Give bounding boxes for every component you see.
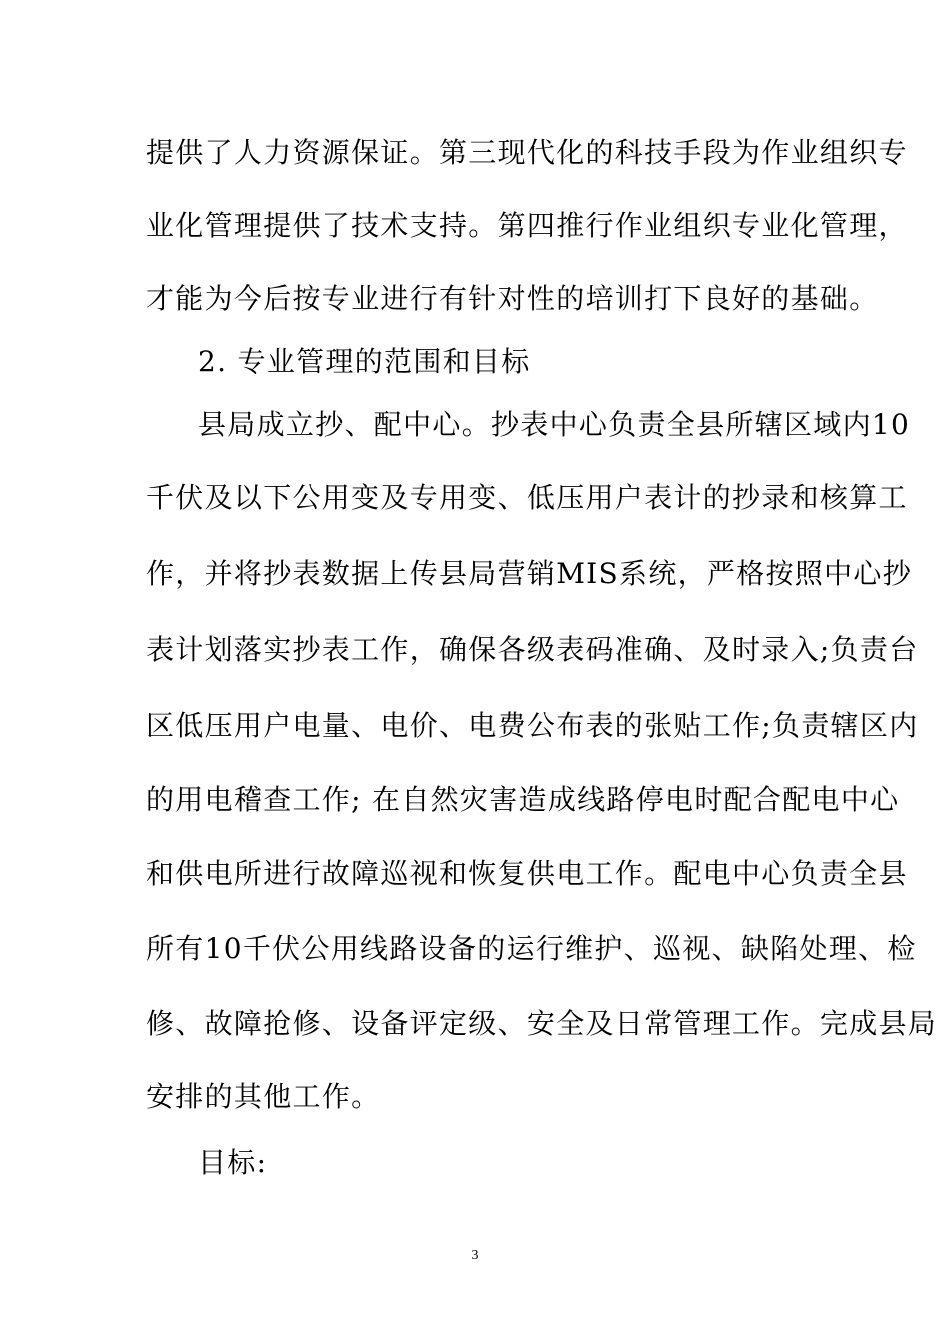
section-heading: 2. 专业管理的范围和目标 xyxy=(198,345,531,378)
paragraph-line: 的用电稽查工作; 在自然灾害造成线路停电时配合配电中心 xyxy=(146,783,900,816)
paragraph-line: 表计划落实抄表工作，确保各级表码准确、及时录入;负责台 xyxy=(146,633,919,666)
paragraph-line: 千伏及以下公用变及专用变、低压用户表计的抄录和核算工 xyxy=(146,481,908,514)
paragraph-line: 修、故障抢修、设备评定级、安全及日常管理工作。完成县局 xyxy=(146,1007,938,1040)
paragraph-line: 县局成立抄、配中心。抄表中心负责全县所辖区域内10 xyxy=(198,408,911,441)
paragraph-line: 和供电所进行故障巡视和恢复供电工作。配电中心负责全县 xyxy=(146,857,908,890)
paragraph-line: 提供了人力资源保证。第三现代化的科技手段为作业组织专 xyxy=(146,136,908,169)
paragraph-line: 才能为今后按专业进行有针对性的培训打下良好的基础。 xyxy=(146,282,879,315)
paragraph-line: 安排的其他工作。 xyxy=(146,1080,381,1113)
paragraph-line: 业化管理提供了技术支持。第四推行作业组织专业化管理， xyxy=(146,209,908,242)
paragraph-line: 作，并将抄表数据上传县局营销MIS系统，严格按照中心抄 xyxy=(146,557,913,590)
section-heading: 目标: xyxy=(198,1146,268,1179)
page-number: 3 xyxy=(471,1248,479,1263)
paragraph-line: 区低压用户电量、电价、电费公布表的张贴工作;负责辖区内 xyxy=(146,709,919,742)
paragraph-line: 所有10千伏公用线路设备的运行维护、巡视、缺陷处理、检 xyxy=(146,932,917,965)
